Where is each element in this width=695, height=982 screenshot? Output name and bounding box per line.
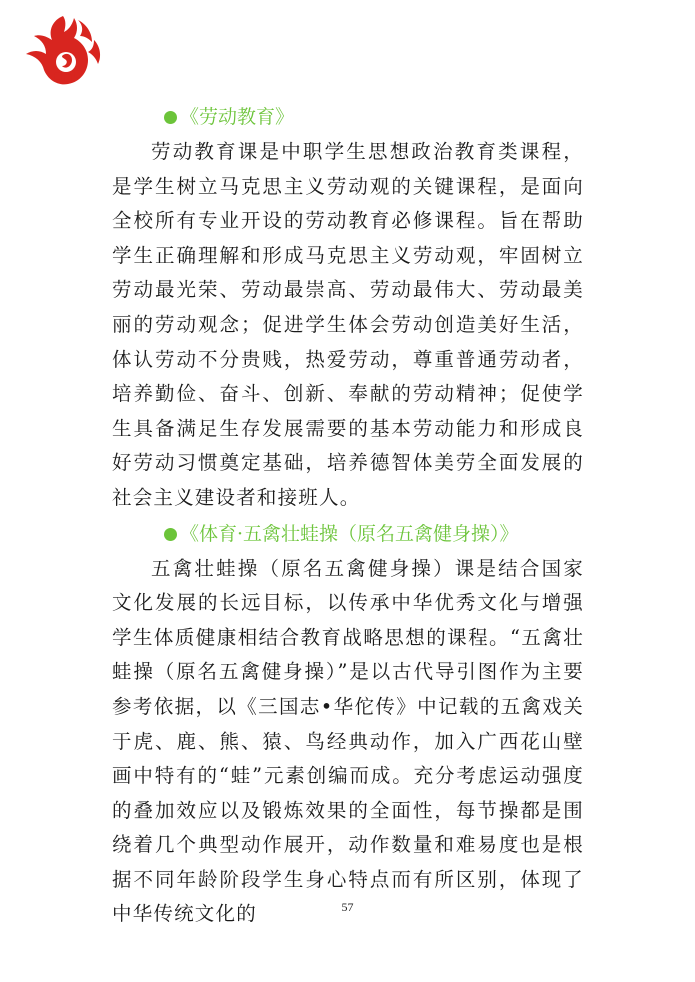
- page-number: 57: [341, 900, 354, 914]
- section-paragraph-labor-education: 劳动教育课是中职学生思想政治教育类课程，是学生树立马克思主义劳动观的关键课程，是面向全校所有专业开设的劳动教育必修课程。旨在帮助学生正确理解和形成马克思主义劳动观，牢固树立劳动最光荣、劳动最崇高、劳动最伟大、劳动最美丽的劳动观念；促进学生体会劳动创造美好生活，体认劳动不分贵贱，热爱劳动，尊重普通劳动者，培养勤俭、奋斗、创新、奉献的劳动精神；促使学生具备满足生存发展需要的基本劳动能力和形成良好劳动习惯奠定基础，培养德智体美劳全面发展的社会主义建设者和接班人。: [112, 140, 584, 509]
- bullet-dot-icon: [164, 528, 177, 541]
- section-paragraph-pe-exercise: 五禽壮蛙操（原名五禽健身操）课是结合国家文化发展的长远目标，以传承中华优秀文化与增强学生体质健康相结合教育战略思想的课程。“五禽壮蛙操（原名五禽健身操）”是以古代导引图作为主要参考依据，以《三国志•华佗传》中记载的五禽戏关于虎、鹿、熊、猿、鸟经典动作，加入广西花山壁画中特有的“蛙”元素创编而成。充分考虑运动强度的叠加效应以及锻炼效果的全面性，每节操都是围绕着几个典型动作展开，动作数量和难易度也是根据不同年龄阶段学生身心特点而有所区别，体现了中华传统文化的: [112, 556, 584, 926]
- section-heading-pe-exercise: [164, 516, 584, 552]
- page-content: [112, 92, 584, 932]
- bullet-dot-icon: [164, 111, 177, 124]
- section-heading-text: 《体育·五禽壮蛙操（原名五禽健身操）》: [180, 522, 519, 545]
- phoenix-logo-icon: [18, 10, 108, 90]
- section-heading-labor-education: [164, 99, 584, 135]
- section-heading-text: 《劳动教育》: [180, 106, 295, 128]
